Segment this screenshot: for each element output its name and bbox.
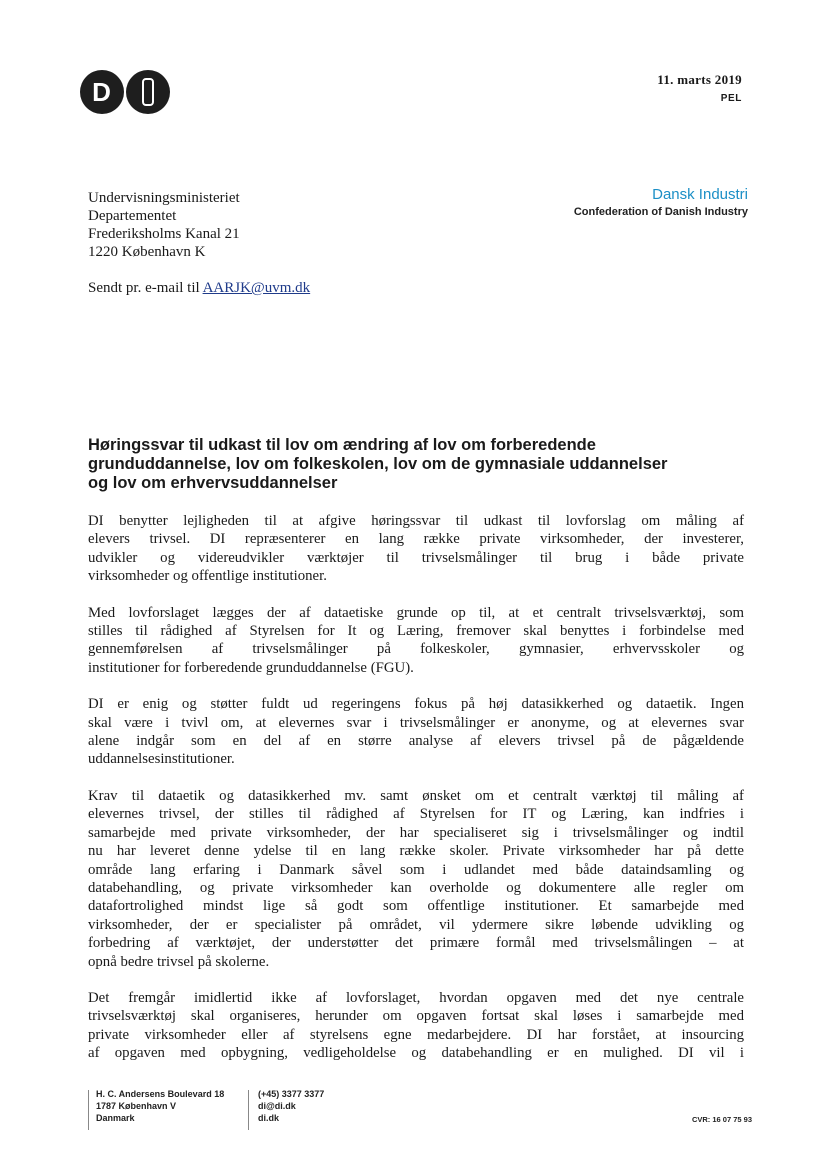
di-logo	[80, 70, 170, 114]
sent-via-text: Sendt pr. e-mail til	[88, 280, 203, 296]
logo-letter-i-mark	[142, 78, 154, 106]
recipient-address	[88, 189, 240, 261]
paragraph-line: DI er enig og støtter fuldt ud regeringens fokus på høj datasikkerhed og dataetik. Ingen	[88, 696, 744, 713]
organization-block	[574, 186, 748, 218]
paragraph-line: Det fremgår imidlertid ikke af lovforslaget, hvordan opgaven med det nye centrale	[88, 989, 744, 1006]
paragraph-line: udvikler og videreudvikler værktøjer til trivselsmålinger til brug i både private	[88, 549, 744, 566]
sent-via-line	[88, 280, 310, 297]
subject-line: og lov om erhvervsuddannelser	[88, 474, 338, 492]
footer-divider	[248, 1090, 249, 1130]
recipient-line: 1220 København K	[88, 244, 206, 260]
paragraph-line: nu har leveret denne ydelse til en lang række skoler. Private virksomheder har på dette	[88, 843, 744, 860]
recipient-email-link[interactable]: AARJK@uvm.dk	[202, 280, 311, 296]
paragraph-line: stilles til rådighed af Styrelsen for It og Læring, fremover skal benyttes i forbindelse med	[88, 623, 744, 640]
letter-subject	[88, 436, 708, 493]
paragraph-line: datafortrolighed mindst lige så godt som offentlige institutioner. Et samarbejde med	[88, 898, 744, 915]
paragraph-line: DI benytter lejligheden til at afgive høringssvar til udkast til lovforslag om måling af	[88, 513, 744, 529]
body-paragraph	[88, 512, 744, 586]
recipient-line: Undervisningsministeriet	[88, 190, 240, 206]
paragraph-line: af opgaven med opbygning, vedligeholdelse og databehandling er en mulighed. DI vil i	[88, 1045, 744, 1062]
logo-circle-d	[80, 70, 124, 114]
paragraph-line: virksomheder, der er specialister på området, vil ydermere sikre løbende udvikling og	[88, 916, 744, 933]
footer-cvr: CVR: 16 07 75 93	[691, 1115, 752, 1124]
body-paragraph	[88, 695, 744, 769]
body-paragraph	[88, 989, 744, 1063]
paragraph-line: samarbejde med private virksomheder, der har specialiseret sig i trivselsmålinger og indtil	[88, 824, 744, 841]
paragraph-line: elevers trivsel. DI repræsenterer en lang række private virksomheder, der investerer,	[88, 531, 744, 548]
organization-subtitle: Confederation of Danish Industry	[573, 206, 748, 218]
paragraph-line: alene indgår som en del af en større analyse af elevers trivsel på de pågældende	[88, 733, 744, 750]
letter-date: 11. marts 2019	[657, 72, 742, 87]
recipient-line: Frederiksholms Kanal 21	[88, 226, 240, 242]
paragraph-line: gennemførelsen af trivselsmålinger på folkeskoler, gymnasier, erhvervsskoler og	[88, 641, 744, 658]
paragraph-line: Med lovforslaget lægges der af dataetiske grunde op til, at et centralt trivselsværktøj, som	[88, 604, 744, 621]
footer-divider	[88, 1090, 89, 1130]
subject-line: Høringssvar til udkast til lov om ændring af lov om forberedende	[88, 436, 596, 454]
logo-circle-i	[126, 70, 170, 114]
paragraph-line: virksomheder og offentlige institutioner.	[88, 568, 327, 585]
author-initials: PEL	[720, 93, 742, 104]
footer-email: di@di.dk	[258, 1101, 296, 1111]
paragraph-line: opnå bedre trivsel på skolerne.	[88, 953, 270, 970]
paragraph-line: Krav til dataetik og datasikkerhed mv. samt ønsket om et centralt værktøj til måling af	[88, 787, 744, 804]
footer-website: di.dk	[258, 1113, 280, 1123]
paragraph-line: forbedring af værktøjet, der understøtter det primære formål med trivselsmålingen – at	[88, 935, 744, 952]
organization-name: Dansk Industri	[652, 186, 748, 203]
paragraph-line: institutioner for forberedende grunduddannelse (FGU).	[88, 659, 414, 676]
paragraph-line: databehandling, og private virksomheder kan overholde og dokumentere alle regler om	[88, 879, 744, 896]
paragraph-line: område lang erfaring i Danmark såvel som i udlandet med både dataindsamling og	[88, 861, 744, 878]
footer-contact	[258, 1088, 324, 1124]
paragraph-line: uddannelsesinstitutioner.	[88, 751, 235, 768]
footer-address-line: 1787 København V	[96, 1101, 177, 1111]
paragraph-line: trivselsværktøj skal organiseres, herunder om opgaven fortsat skal løses i samarbejde med	[88, 1008, 744, 1025]
paragraph-line: skal være i tvivl om, at elevernes svar i trivselsmålinger er anonyme, og at elevernes svar	[88, 714, 744, 731]
letter-body	[88, 512, 744, 1081]
body-paragraph	[88, 787, 744, 971]
recipient-line: Departementet	[88, 208, 177, 224]
footer-address-line: H. C. Andersens Boulevard 18	[96, 1089, 225, 1099]
paragraph-line: elevernes trivsel, der stilles til rådighed af Styrelsen for IT og Læring, kan indfries i	[88, 806, 744, 823]
body-paragraph	[88, 604, 744, 678]
footer-address	[96, 1088, 224, 1124]
footer-phone: (+45) 3377 3377	[258, 1089, 325, 1099]
subject-line: grunduddannelse, lov om folkeskolen, lov om de gymnasiale uddannelser	[88, 455, 668, 473]
logo-letter-d: D	[92, 76, 111, 107]
paragraph-line: private virksomheder eller af styrelsens egne medarbejdere. DI har forstået, at insourcing	[88, 1026, 744, 1043]
footer-address-line: Danmark	[96, 1113, 135, 1123]
